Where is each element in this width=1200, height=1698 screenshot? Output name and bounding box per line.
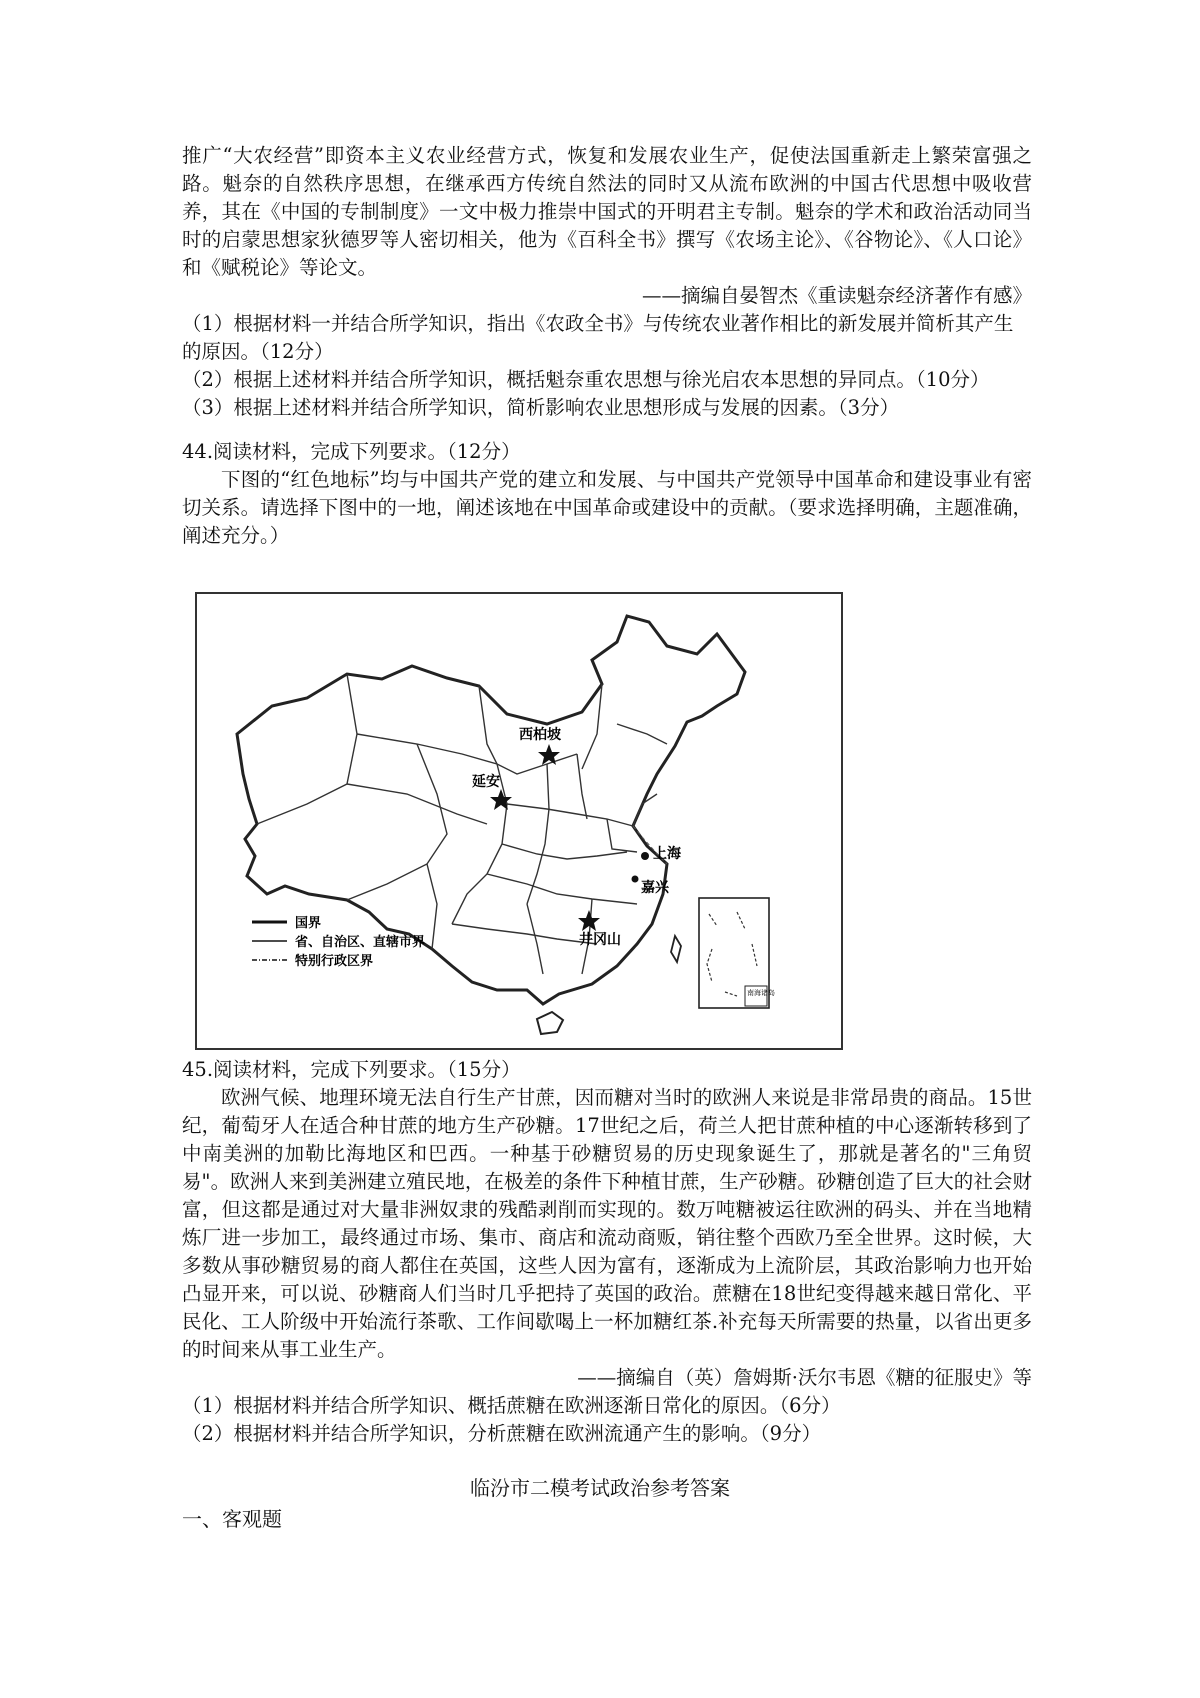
label-jiaxing: 嘉兴 xyxy=(641,880,669,896)
q45-sub1: （1）根据材料并结合所学知识、概括蔗糖在欧洲逐渐日常化的原因。（6分） xyxy=(182,1394,841,1417)
china-map xyxy=(195,592,843,1050)
q43-sub1: （1）根据材料一并结合所学知识，指出《农政全书》与传统农业著作相比的新发展并简析其产生的原因。（12分） xyxy=(182,312,1014,363)
taiwan-island xyxy=(671,936,681,962)
material-text: 推广“大农经营”即资本主义农业经营方式，恢复和发展农业生产，促使法国重新走上繁荣富强之路。魁奈的自然秩序思想，在继承西方传统自然法的同时又从流布欧洲的中国古代思想中吸收营养，其在《中国的专制制度》一文中极力推崇中国式的开明君主专制。魁奈的学术和政治活动同当时的启蒙思想家狄德罗等人密切相关，他为《百科全书》撰写《农场主论》、《谷物论》、《人口论》和《赋税论》等论文。 xyxy=(182,144,1032,279)
south-china-sea-inset xyxy=(699,898,775,1008)
q44-heading: 44.阅读材料，完成下列要求。（12分） xyxy=(182,440,521,463)
q44-body: 下图的“红色地标”均与中国共产党的建立和发展、与中国共产党领导中国革命和建设事业有密切关系。请选择下图中的一地，阐述该地在中国革命或建设中的贡献。（要求选择明确，主题准确，阐述充分。） xyxy=(182,468,1032,547)
inset-label: 南海诸岛 xyxy=(747,989,775,997)
china-map-drawing xyxy=(197,594,841,1048)
legend-sar-label: 特别行政区界 xyxy=(295,954,374,969)
q45-block xyxy=(182,1056,1032,1448)
marker-jinggangshan xyxy=(578,910,621,948)
q43-sub3: （3）根据上述材料并结合所学知识，简析影响农业思想形成与发展的因素。（3分） xyxy=(182,396,900,419)
answer-section: 一、客观题 xyxy=(182,1507,282,1531)
q45-heading: 45.阅读材料，完成下列要求。（15分） xyxy=(182,1058,521,1081)
label-xibaipo: 西柏坡 xyxy=(519,727,561,743)
q45-sub2: （2）根据材料并结合所学知识，分析蔗糖在欧洲流通产生的影响。（9分） xyxy=(182,1422,822,1445)
legend-border-label: 国界 xyxy=(295,916,322,931)
label-jinggangshan: 井冈山 xyxy=(579,932,621,948)
label-shanghai: 上海 xyxy=(653,846,681,862)
material-source: ——摘编自晏智杰《重读魁奈经济著作有感》 xyxy=(641,284,1032,307)
q45-source: ——摘编自（英）詹姆斯·沃尔韦恩《糖的征服史》等 xyxy=(577,1366,1032,1389)
map-legend xyxy=(252,915,425,969)
label-yanan: 延安 xyxy=(472,774,500,790)
q43-sub2: （2）根据上述材料并结合所学知识，概括魁奈重农思想与徐光启农本思想的异同点。（10分） xyxy=(182,368,990,391)
hainan-island xyxy=(537,1012,563,1034)
answer-title: 临汾市二模考试政治参考答案 xyxy=(470,1476,730,1500)
legend-province-label: 省、自治区、直辖市界 xyxy=(295,935,426,950)
q45-body: 欧洲气候、地理环境无法自行生产甘蔗，因而糖对当时的欧洲人来说是非常昂贵的商品。15世纪，葡萄牙人在适合种甘蔗的地方生产砂糖。17世纪之后，荷兰人把甘蔗种植的中心逐渐转移到了中南美洲的加勒比海地区和巴西。一种基于砂糖贸易的历史现象诞生了，那就是著名的"三角贸易"。欧洲人来到美洲建立殖民地，在极差的条件下种植甘蔗，生产砂糖。砂糖创造了巨大的社会财富，但这都是通过对大量非洲奴隶的残酷剥削而实现的。数万吨糖被运往欧洲的码头、并在当地精炼厂进一步加工，最终通过市场、集市、商店和流动商贩，销往整个西欧乃至全世界。这时候，大多数从事砂糖贸易的商人都住在英国，这些人因为富有，逐渐成为上流阶层，其政治影响力也开始凸显开来，可以说、砂糖商人们当时几乎把持了英国的政治。蔗糖在18世纪变得越来越日常化、平民化、工人阶级中开始流行茶歌、工作间歇喝上一杯加糖红茶.补充每天所需要的热量，以省出更多的时间来从事工业生产。 xyxy=(182,1086,1032,1361)
marker-xibaipo xyxy=(519,726,562,765)
marker-yanan xyxy=(472,773,512,810)
material-continuation xyxy=(182,142,1032,550)
